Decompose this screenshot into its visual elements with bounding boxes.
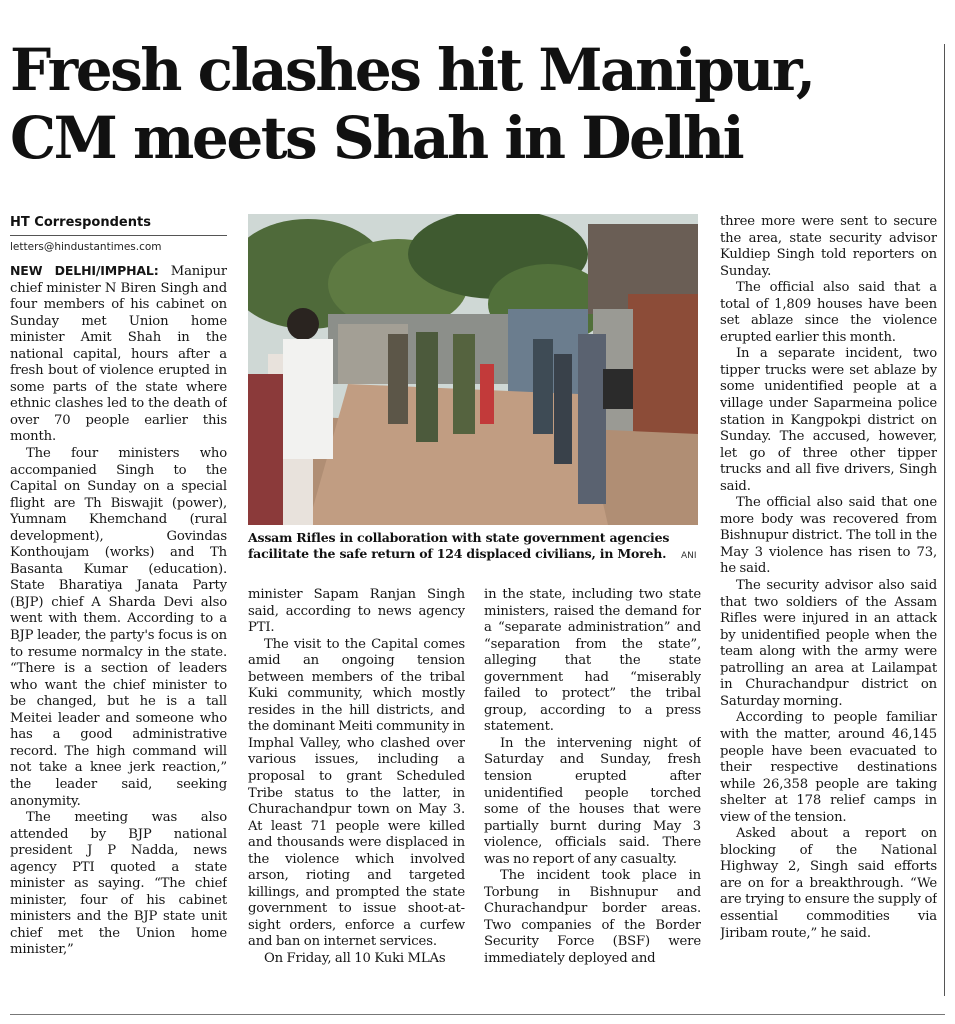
article-paragraph: The four ministers who accompanied Singh to the Capital on Sunday on a special flight are Th Biswajit (power), Yumnam Khemchand (rural development), Govindas Konthoujam (works) and Th Basanta Kumar (education). State Bharatiya Janata Party (BJP) chief A Sharda Devi also went with them. According to a BJP leader, the party's focus is on to resume normalcy in the state. “There is a section of leaders who want the chief minister to be changed, but he is a tall Meitei leader and someone who has a good administrative record. The high command will not take a knee jerk reaction,” the leader said, seeking anonymity. — [10, 446, 227, 809]
news-photo — [248, 214, 698, 525]
article-column-3 — [484, 587, 701, 1003]
headline-line-1: Fresh clashes hit Manipur, — [10, 36, 814, 104]
article-paragraph: The visit to the Capital comes amid an ongoing tension between members of the tribal Kuki community, which mostly resides in the hill districts, and the dominant Meiti community in Imphal Valley, who clashed over various issues, including a proposal to grant Scheduled Tribe status to the latter, in Churachandpur town on May 3. At least 71 people were killed and thousands were displaced in the violence which involved arson, rioting and targeted killings, and prompted the state government to issue shoot-at-sight orders, enforce a curfew and ban on internet services. — [248, 636, 465, 950]
page-bottom-rule — [10, 1014, 945, 1015]
article-column-1 — [10, 263, 227, 1003]
article-column-2 — [248, 587, 465, 1003]
article-paragraph: three more were sent to secure the area, state security advisor Kuldiep Singh told reporters on Sunday. — [720, 214, 937, 279]
article-paragraph: minister Sapam Ranjan Singh said, according to news agency PTI. — [248, 587, 465, 636]
headline-line-2: CM meets Shah in Delhi — [10, 104, 743, 172]
dateline: NEW DELHI/IMPHAL: — [10, 263, 159, 278]
article-paragraph: In a separate incident, two tipper trucks were set ablaze by some unidentified people at a village under Saparmeina police station in Kangpokpi district on Sunday. The accused, however, let go of three other tipper trucks and all five drivers, Singh said. — [720, 346, 937, 494]
headline — [10, 36, 945, 172]
article-column-4 — [720, 214, 937, 1003]
article-paragraph: In the intervening night of Saturday and Sunday, fresh tension erupted after unidentified people torched some of the houses that were partially burnt during May 3 violence, officials said. There was no report of any casualty. — [484, 735, 701, 867]
photo-caption: Assam Rifles in collaboration with state government agencies facilitate the safe return of 124 displaced civilians, in Moreh. — [248, 530, 670, 561]
article-paragraph: The incident took place in Torbung in Bishnupur and Churachandpur border areas. Two companies of the Border Security Force (BSF) were immediately deployed and — [484, 868, 701, 967]
article-paragraph: NEW DELHI/IMPHAL: Manipur chief minister N Biren Singh and four members of his cabinet on Sunday met Union home minister Amit Shah in the national capital, hours after a fresh bout of violence erupted in some parts of the state where ethnic clashes led to the death of over 70 people earlier this month. — [10, 263, 227, 445]
article-paragraph: The meeting was also attended by BJP national president J P Nadda, news agency PTI quoted a state minister as saying. “The chief minister, four of his cabinet ministers and the BJP state unit chief met the Union home minister,” — [10, 810, 227, 958]
article-paragraph: The security advisor also said that two soldiers of the Assam Rifles were injured in an attack by unidentified people when the team along with the army were patrolling an area at Lailampat in Churachandpur district on Saturday morning. — [720, 578, 937, 709]
article-paragraph: Asked about a report on blocking of the National Highway 2, Singh said efforts are on for a breakthrough. “We are trying to ensure the supply of essential commodities via Jiribam route,” he said. — [720, 826, 937, 941]
article-paragraph: On Friday, all 10 Kuki MLAs — [264, 951, 446, 967]
byline — [10, 214, 227, 255]
column-rule — [944, 44, 945, 996]
article-paragraph: The official also said that a total of 1,809 houses have been set ablaze since the violence erupted earlier this month. — [720, 280, 937, 345]
article-paragraph: in the state, including two state ministers, raised the demand for a “separate administration” and “separation from the state”, alleging that the state government had “miserably failed to protect” the tribal group, according to a press statement. — [484, 587, 701, 735]
byline-email[interactable]: letters@hindustantimes.com — [10, 241, 162, 253]
byline-author: HT Correspondents — [10, 214, 227, 236]
photo-credit: ANI — [681, 551, 697, 561]
article-paragraph: The official also said that one more body was recovered from Bishnupur district. The toll in the May 3 violence has risen to 73, he said. — [720, 495, 937, 577]
article-paragraph: According to people familiar with the matter, around 46,145 people have been evacuated to their respective destinations while 26,358 people are taking shelter at 178 relief camps in view of the tension. — [720, 710, 937, 825]
